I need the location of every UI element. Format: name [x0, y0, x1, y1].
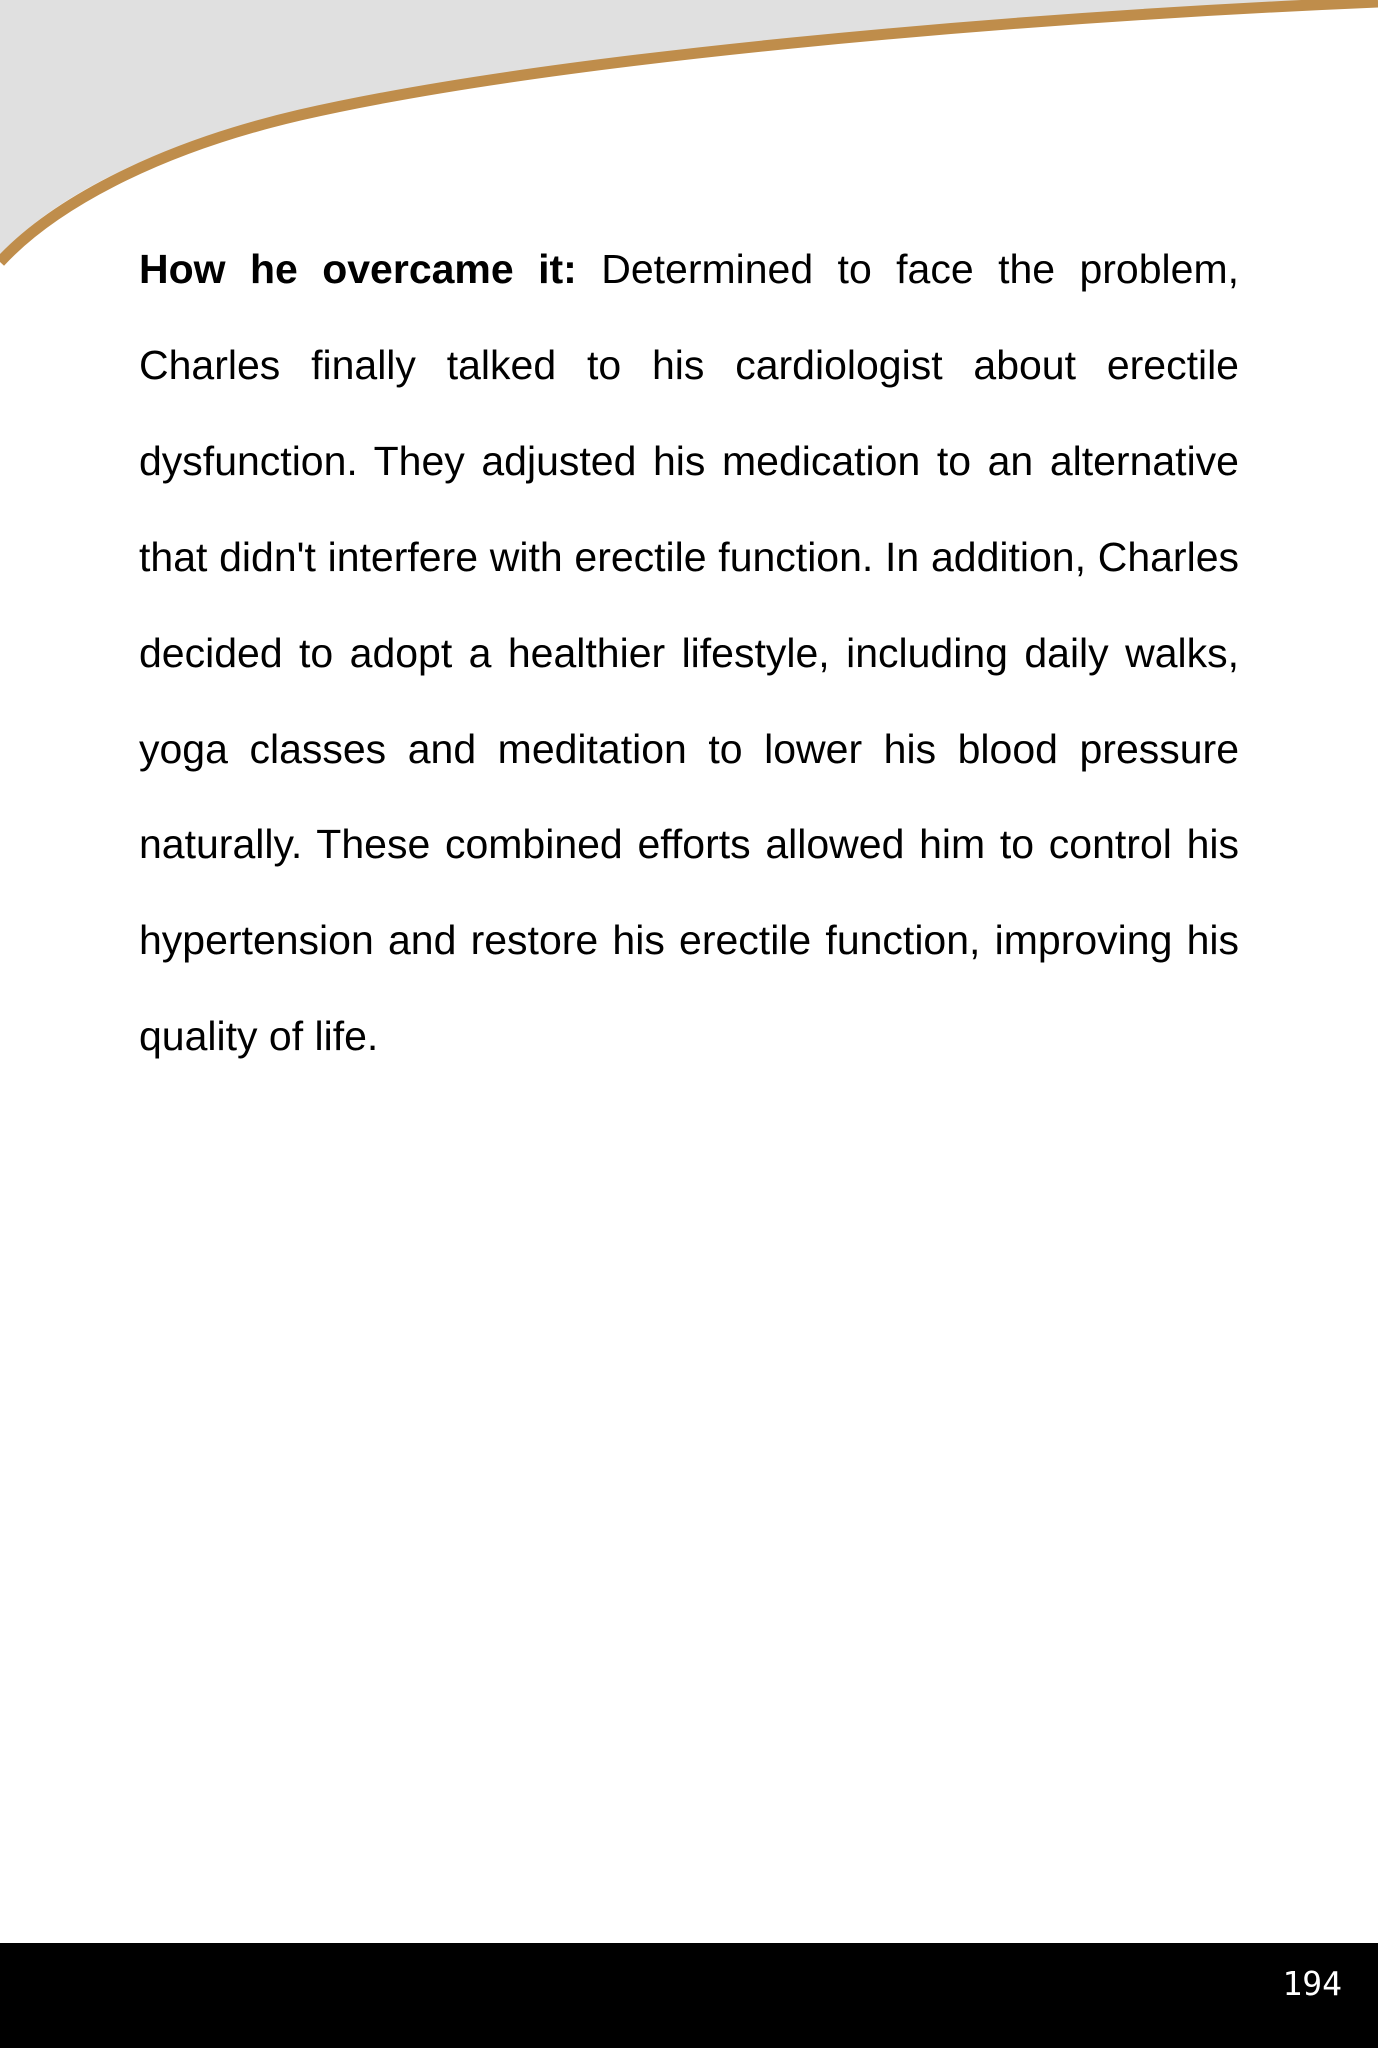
lead-in-heading: How he overcame it:	[139, 246, 577, 292]
page-number: 194	[1282, 1964, 1342, 2003]
footer-bar	[0, 1943, 1378, 2048]
paragraph-text: Determined to face the problem, Charles finally talked to his cardiologist about erectile dysfunction. They adjusted his medication to an alternative that didn't interfere with erectile function. In addition, Charles decided to adopt a healthier lifestyle, including daily walks, yoga classes and meditation to lower his blood pressure naturally. These combined efforts allowed him to control his hypertension and restore his erectile function, improving his quality of life.	[139, 246, 1239, 1060]
header-gray-area	[0, 0, 1378, 255]
body-paragraph	[139, 222, 1239, 1085]
